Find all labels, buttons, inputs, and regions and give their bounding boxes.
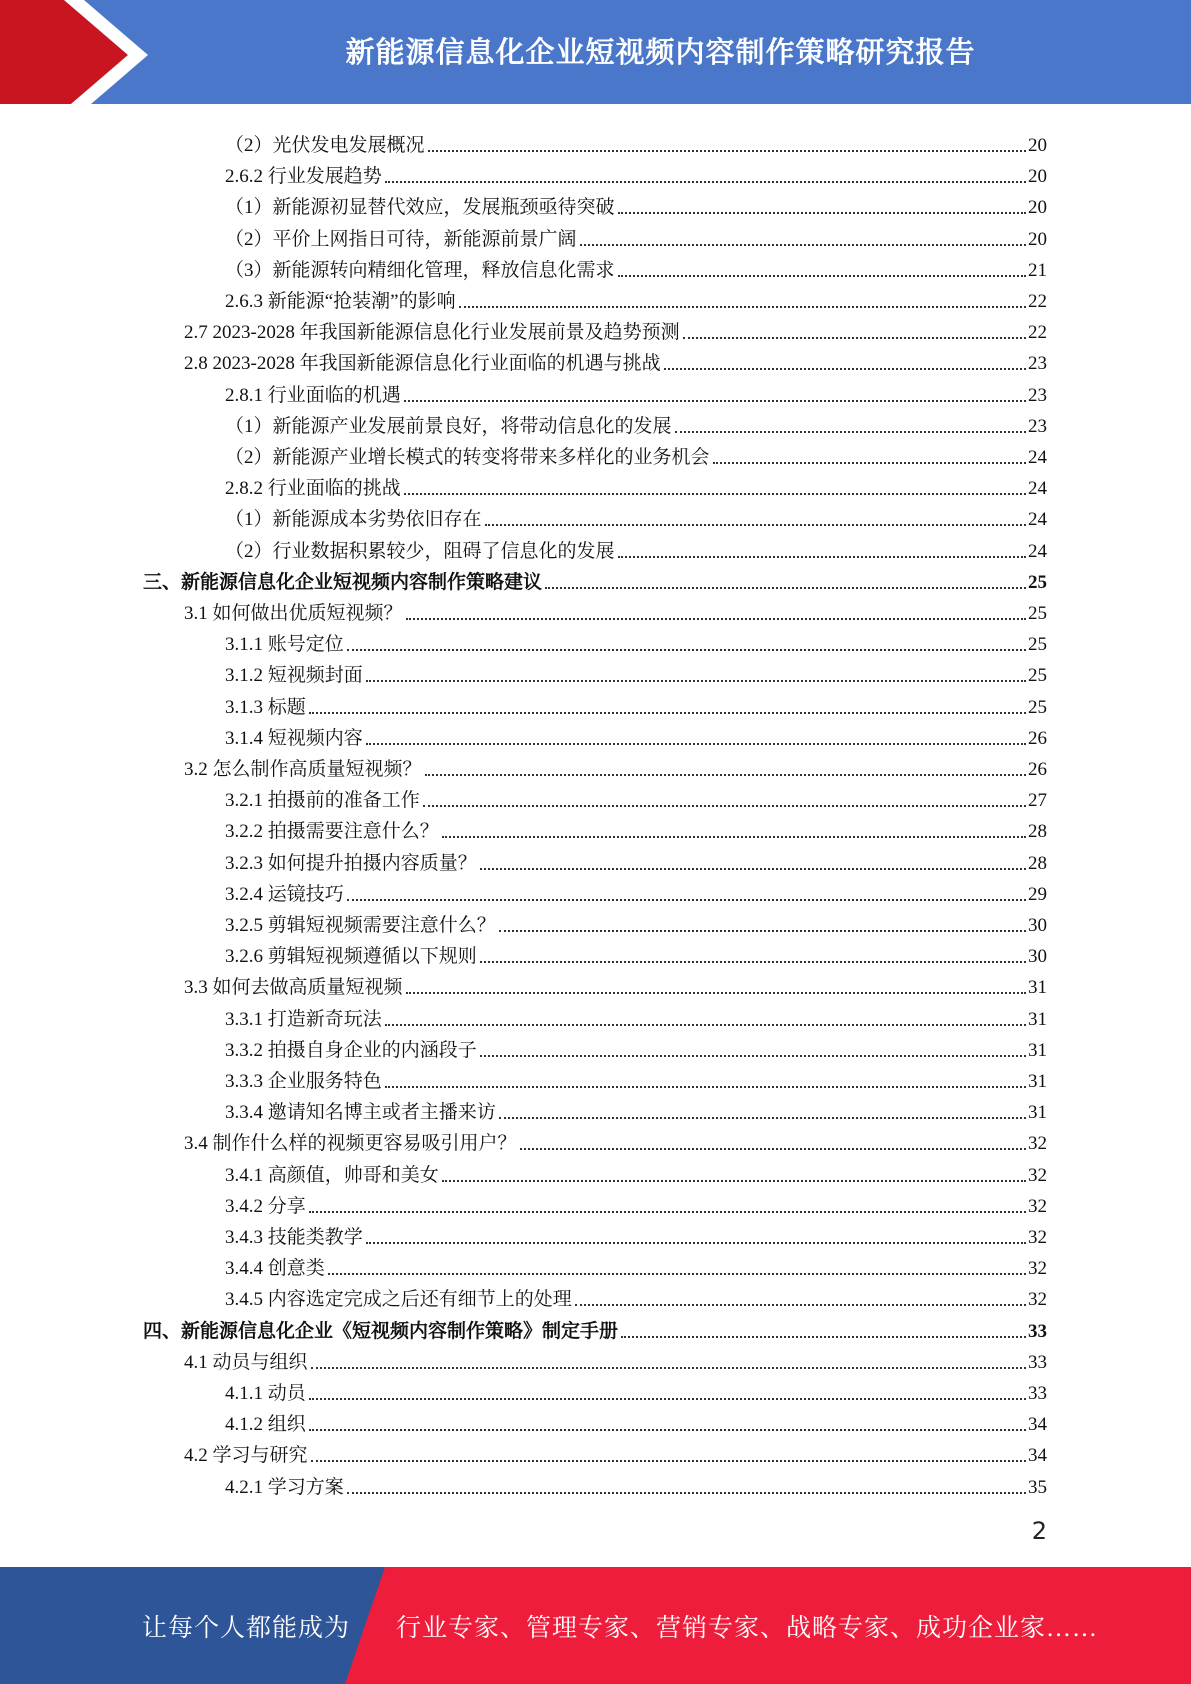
toc-entry-page: 23 (1028, 384, 1047, 406)
toc-leader-dots (713, 462, 1026, 464)
toc-leader-dots (425, 774, 1026, 776)
footer-slogan-left: 让每个人都能成为 (142, 1614, 351, 1642)
toc-entry-label: 4.1 动员与组织 (184, 1351, 308, 1373)
toc-entry[interactable] (225, 657, 1047, 688)
toc-entry[interactable] (225, 1032, 1047, 1063)
toc-leader-dots (423, 805, 1026, 807)
toc-entry-label: 3.1.2 短视频封面 (225, 665, 363, 687)
toc-entry-label: 3.4.5 内容选定完成之后还有细节上的处理 (225, 1289, 572, 1311)
toc-entry[interactable] (184, 1125, 1047, 1156)
toc-entry[interactable] (225, 252, 1047, 283)
toc-entry-label: 3.2.1 拍摄前的准备工作 (225, 790, 420, 812)
toc-leader-dots (385, 181, 1026, 183)
toc-entry[interactable] (225, 158, 1047, 189)
toc-entry-label: 3.3.4 邀请知名博主或者主播来访 (225, 1102, 496, 1124)
toc-entry-page: 25 (1028, 603, 1047, 624)
toc-entry-label: 2.8.2 行业面临的挑战 (225, 478, 401, 500)
toc-entry[interactable] (184, 1437, 1047, 1468)
toc-entry-label: 4.2.1 学习方案 (225, 1476, 344, 1498)
toc-entry-page: 20 (1028, 135, 1047, 156)
toc-entry-label: 3.2.2 拍摄需要注意什么？ (225, 821, 439, 843)
toc-entry[interactable] (225, 1250, 1047, 1281)
toc-entry-page: 26 (1028, 727, 1047, 749)
toc-entry[interactable] (143, 1313, 1047, 1344)
toc-leader-dots (499, 930, 1026, 932)
toc-entry-page: 28 (1028, 821, 1047, 843)
toc-leader-dots (618, 275, 1026, 277)
toc-entry-page: 23 (1028, 353, 1047, 375)
toc-entry-page: 32 (1028, 1133, 1047, 1155)
toc-leader-dots (309, 1211, 1026, 1213)
toc-entry-label: （1）新能源成本劣势依旧存在 (225, 509, 482, 531)
toc-entry-page: 25 (1028, 696, 1047, 718)
toc-entry[interactable] (225, 1469, 1047, 1500)
page-footer (0, 1567, 1191, 1684)
toc-entry-page: 33 (1028, 1351, 1047, 1373)
toc-leader-dots (575, 1304, 1026, 1306)
toc-entry-label: （2）新能源产业增长模式的转变将带来多样化的业务机会 (225, 447, 710, 468)
toc-leader-dots (404, 493, 1026, 495)
toc-entry-page: 20 (1028, 228, 1047, 250)
toc-entry-page: 30 (1028, 946, 1047, 968)
toc-entry-label: 2.7 2023-2028 年我国新能源信息化行业发展前景及趋势预测 (184, 322, 680, 344)
toc-entry-page: 24 (1028, 447, 1047, 468)
toc-entry[interactable] (184, 595, 1047, 626)
toc-entry-label: 2.6.2 行业发展趋势 (225, 166, 382, 188)
toc-entry-page: 20 (1028, 197, 1047, 219)
toc-entry[interactable] (225, 1375, 1047, 1406)
toc-entry-label: （2）行业数据积累较少，阻碍了信息化的发展 (225, 540, 615, 562)
toc-entry[interactable] (225, 689, 1047, 720)
toc-leader-dots (683, 337, 1026, 339)
toc-entry-label: 3.2.3 如何提升拍摄内容质量？ (225, 852, 477, 874)
toc-entry-label: 3.3.3 企业服务特色 (225, 1071, 382, 1092)
toc-leader-dots (366, 680, 1026, 682)
toc-entry-label: （3）新能源转向精细化管理，释放信息化需求 (225, 259, 615, 281)
toc-leader-dots (347, 1492, 1026, 1494)
toc-leader-dots (404, 400, 1026, 402)
toc-entry-label: 3.2.6 剪辑短视频遵循以下规则 (225, 946, 477, 968)
toc-entry-label: 3.1.1 账号定位 (225, 634, 344, 656)
toc-entry-page: 29 (1028, 883, 1047, 905)
toc-entry[interactable] (184, 1344, 1047, 1375)
toc-entry-label: （2）平价上网指日可待，新能源前景广阔 (225, 228, 577, 250)
toc-entry-label: 3.4.1 高颜值，帅哥和美女 (225, 1164, 439, 1186)
toc-entry-label: 3.3 如何去做高质量短视频 (184, 977, 403, 999)
toc-leader-dots (309, 1429, 1026, 1431)
toc-leader-dots (366, 1242, 1026, 1244)
toc-entry[interactable] (225, 470, 1047, 501)
toc-entry-page: 22 (1028, 291, 1047, 312)
toc-entry[interactable] (143, 564, 1047, 595)
toc-entry-label: 3.3.2 拍摄自身企业的内涵段子 (225, 1039, 477, 1061)
toc-entry[interactable] (184, 969, 1047, 1000)
toc-entry[interactable] (225, 1281, 1047, 1312)
toc-entry[interactable] (225, 1188, 1047, 1219)
toc-leader-dots (675, 431, 1026, 433)
toc-entry-label: 4.1.1 动员 (225, 1383, 306, 1404)
toc-entry-page: 28 (1028, 852, 1047, 874)
toc-leader-dots (406, 618, 1026, 620)
toc-entry[interactable] (225, 533, 1047, 564)
toc-entry-label: （1）新能源初显替代效应，发展瓶颈亟待突破 (225, 197, 615, 219)
toc-entry[interactable] (184, 751, 1047, 782)
toc-leader-dots (664, 368, 1026, 370)
toc-leader-dots (621, 1336, 1026, 1338)
toc-leader-dots (442, 836, 1026, 838)
toc-entry[interactable] (225, 626, 1047, 657)
toc-entry[interactable] (225, 782, 1047, 813)
toc-leader-dots (311, 1367, 1026, 1369)
page-number: 2 (1031, 1517, 1047, 1545)
toc-entry[interactable] (225, 907, 1047, 938)
toc-entry-page: 34 (1028, 1414, 1047, 1436)
toc-leader-dots (406, 992, 1026, 994)
toc-entry-label: 3.4.3 技能类教学 (225, 1227, 363, 1248)
toc-leader-dots (618, 212, 1026, 214)
toc-leader-dots (545, 587, 1026, 589)
toc-entry-page: 25 (1028, 571, 1047, 593)
toc-entry[interactable] (225, 221, 1047, 252)
toc-leader-dots (459, 306, 1026, 308)
toc-entry-label: 3.4.2 分享 (225, 1195, 306, 1217)
toc-leader-dots (385, 1024, 1026, 1026)
toc-entry[interactable] (225, 1157, 1047, 1188)
toc-entry[interactable] (225, 1406, 1047, 1437)
toc-entry-label: 4.1.2 组织 (225, 1414, 306, 1436)
toc-entry[interactable] (225, 501, 1047, 532)
toc-leader-dots (347, 649, 1026, 651)
toc-entry-label: 3.4 制作什么样的视频更容易吸引用户？ (184, 1133, 517, 1155)
toc-entry-label: 四、新能源信息化企业《短视频内容制作策略》制定手册 (143, 1320, 619, 1342)
toc-entry-label: （2）光伏发电发展概况 (225, 135, 425, 156)
page-header (0, 0, 1191, 110)
toc-leader-dots (328, 1273, 1026, 1275)
toc-entry[interactable] (225, 377, 1047, 408)
toc-entry-page: 25 (1028, 634, 1047, 656)
toc-entry-page: 24 (1028, 509, 1047, 531)
toc-leader-dots (480, 1055, 1026, 1057)
toc-entry-page: 31 (1028, 1071, 1047, 1092)
toc-leader-dots (366, 743, 1026, 745)
toc-entry-label: 4.2 学习与研究 (184, 1445, 308, 1467)
toc-entry-page: 22 (1028, 322, 1047, 344)
toc-entry-page: 35 (1028, 1476, 1047, 1498)
header-title: 新能源信息化企业短视频内容制作策略研究报告 (345, 34, 976, 69)
toc-leader-dots (309, 1398, 1026, 1400)
toc-entry-label: 3.1 如何做出优质短视频？ (184, 603, 403, 624)
toc-entry-label: 2.8.1 行业面临的机遇 (225, 384, 401, 406)
toc-leader-dots (311, 1460, 1026, 1462)
toc-entry-page: 23 (1028, 415, 1047, 437)
toc-entry-page: 32 (1028, 1289, 1047, 1311)
toc-entry-page: 32 (1028, 1258, 1047, 1280)
toc-entry-page: 31 (1028, 1102, 1047, 1124)
toc-entry-page: 24 (1028, 540, 1047, 562)
toc-entry-page: 34 (1028, 1445, 1047, 1467)
toc-entry-label: 3.2 怎么制作高质量短视频？ (184, 759, 422, 780)
toc-entry[interactable] (225, 845, 1047, 876)
toc-entry[interactable] (225, 720, 1047, 751)
toc-entry[interactable] (225, 189, 1047, 220)
toc-entry[interactable] (225, 1063, 1047, 1094)
toc-leader-dots (480, 868, 1026, 870)
toc-entry-page: 31 (1028, 977, 1047, 999)
toc-entry[interactable] (184, 345, 1047, 376)
toc-entry-label: 三、新能源信息化企业短视频内容制作策略建议 (143, 571, 543, 593)
toc-entry[interactable] (225, 1219, 1047, 1250)
footer-slogan-right: 行业专家、管理专家、营销专家、战略专家、成功企业家…… (396, 1614, 1099, 1642)
toc-entry-label: 3.4.4 创意类 (225, 1258, 325, 1280)
toc-entry-page: 21 (1028, 259, 1047, 281)
toc-entry-label: 3.2.4 运镜技巧 (225, 883, 344, 905)
toc-entry[interactable] (225, 283, 1047, 314)
toc-leader-dots (385, 1086, 1026, 1088)
toc-entry-page: 32 (1028, 1164, 1047, 1186)
toc-entry[interactable] (225, 876, 1047, 907)
toc-entry-page: 33 (1028, 1383, 1047, 1404)
toc-entry-page: 32 (1028, 1195, 1047, 1217)
toc-leader-dots (428, 150, 1026, 152)
toc-entry-page: 25 (1028, 665, 1047, 687)
toc-entry[interactable] (225, 813, 1047, 844)
toc-leader-dots (499, 1117, 1026, 1119)
toc-entry[interactable] (225, 938, 1047, 969)
toc-entry-page: 32 (1028, 1227, 1047, 1248)
toc-entry-label: 3.1.3 标题 (225, 696, 306, 718)
toc-leader-dots (442, 1180, 1026, 1182)
toc-entry[interactable] (225, 439, 1047, 470)
toc-entry[interactable] (225, 127, 1047, 158)
toc-entry-label: 3.1.4 短视频内容 (225, 727, 363, 749)
toc-entry-page: 30 (1028, 915, 1047, 936)
toc-leader-dots (618, 556, 1026, 558)
toc-leader-dots (347, 899, 1026, 901)
toc-leader-dots (520, 1148, 1026, 1150)
toc-entry-label: 2.8 2023-2028 年我国新能源信息化行业面临的机遇与挑战 (184, 353, 661, 375)
toc-entry-label: 2.6.3 新能源“抢装潮”的影响 (225, 291, 456, 312)
toc-entry-label: （1）新能源产业发展前景良好，将带动信息化的发展 (225, 415, 672, 437)
toc-entry-label: 3.2.5 剪辑短视频需要注意什么？ (225, 915, 496, 936)
toc-entry-page: 26 (1028, 759, 1047, 780)
toc-entry-page: 31 (1028, 1039, 1047, 1061)
toc-entry[interactable] (225, 1094, 1047, 1125)
toc-entry-page: 31 (1028, 1008, 1047, 1030)
toc-leader-dots (309, 712, 1026, 714)
toc-entry[interactable] (225, 408, 1047, 439)
toc-leader-dots (580, 244, 1026, 246)
toc-entry[interactable] (184, 314, 1047, 345)
toc-entry-page: 24 (1028, 478, 1047, 500)
toc-entry[interactable] (225, 1001, 1047, 1032)
toc-entry-label: 3.3.1 打造新奇玩法 (225, 1008, 382, 1030)
toc-entry-page: 20 (1028, 166, 1047, 188)
toc-leader-dots (480, 961, 1026, 963)
toc-leader-dots (485, 524, 1026, 526)
toc-entry-page: 33 (1028, 1320, 1047, 1342)
toc-entry-page: 27 (1028, 790, 1047, 812)
